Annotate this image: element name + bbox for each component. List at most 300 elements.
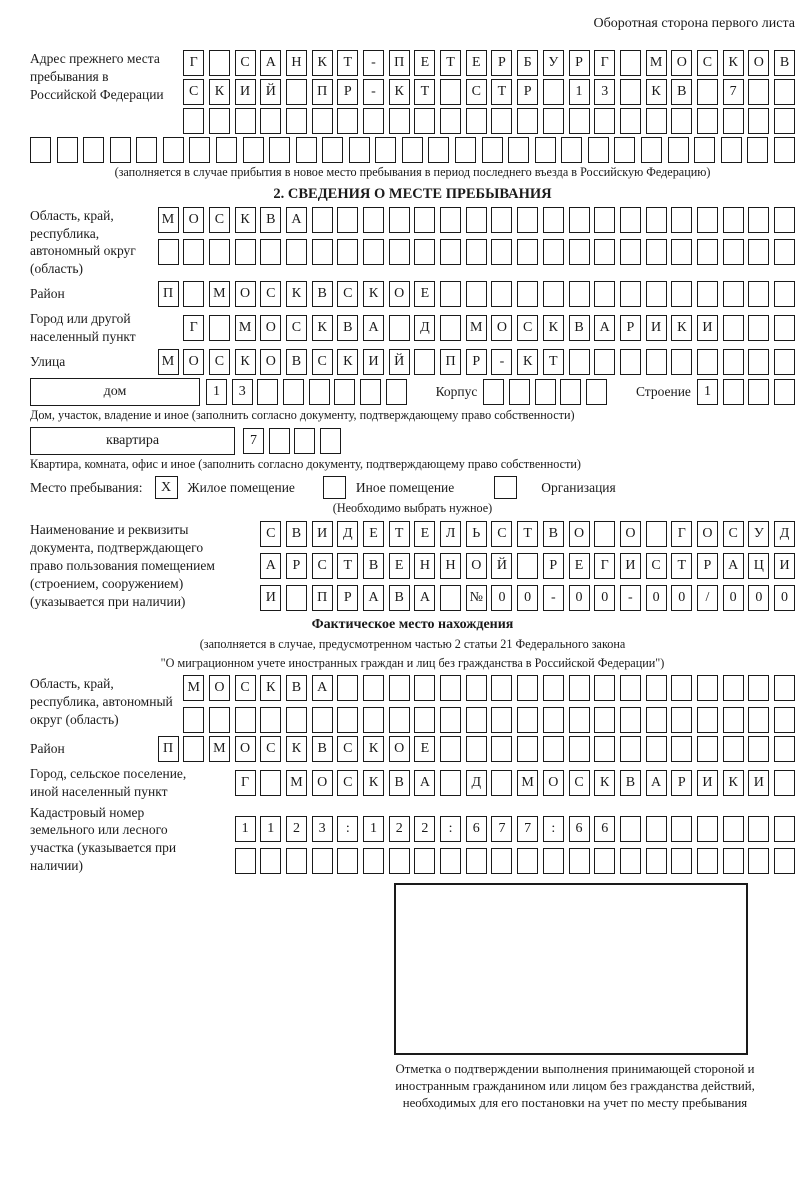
char-cell[interactable] <box>671 816 692 842</box>
char-cell[interactable] <box>620 239 641 265</box>
char-cell[interactable]: М <box>286 770 307 796</box>
char-cell[interactable] <box>243 137 264 163</box>
char-cell[interactable] <box>466 207 487 233</box>
char-cell[interactable]: В <box>389 585 410 611</box>
char-cell[interactable]: Е <box>414 736 435 762</box>
char-cell[interactable] <box>671 349 692 375</box>
char-cell[interactable]: 2 <box>389 816 410 842</box>
char-cell[interactable]: 1 <box>206 379 227 405</box>
char-cell[interactable] <box>183 108 204 134</box>
char-cell[interactable]: 0 <box>594 585 615 611</box>
char-cell[interactable] <box>594 207 615 233</box>
char-cell[interactable]: М <box>517 770 538 796</box>
char-cell[interactable] <box>349 137 370 163</box>
char-cell[interactable] <box>517 108 538 134</box>
char-cell[interactable] <box>774 281 795 307</box>
char-cell[interactable] <box>57 137 78 163</box>
char-cell[interactable] <box>569 848 590 874</box>
char-cell[interactable]: В <box>363 553 384 579</box>
char-cell[interactable]: О <box>183 349 204 375</box>
char-cell[interactable]: Т <box>389 521 410 547</box>
char-cell[interactable] <box>594 349 615 375</box>
char-cell[interactable] <box>183 239 204 265</box>
char-cell[interactable] <box>620 736 641 762</box>
char-cell[interactable] <box>455 137 476 163</box>
char-cell[interactable]: Й <box>389 349 410 375</box>
char-cell[interactable]: А <box>723 553 744 579</box>
char-cell[interactable] <box>517 736 538 762</box>
char-cell[interactable]: Е <box>389 553 410 579</box>
char-cell[interactable] <box>620 349 641 375</box>
char-cell[interactable] <box>440 239 461 265</box>
char-cell[interactable] <box>543 675 564 701</box>
char-cell[interactable] <box>569 349 590 375</box>
char-cell[interactable]: П <box>440 349 461 375</box>
char-cell[interactable] <box>723 315 744 341</box>
char-cell[interactable]: А <box>363 585 384 611</box>
char-cell[interactable] <box>517 281 538 307</box>
char-cell[interactable]: И <box>748 770 769 796</box>
char-cell[interactable] <box>594 707 615 733</box>
char-cell[interactable]: П <box>158 281 179 307</box>
char-cell[interactable]: Р <box>697 553 718 579</box>
char-cell[interactable]: С <box>337 770 358 796</box>
char-cell[interactable]: О <box>260 349 281 375</box>
char-cell[interactable]: О <box>260 315 281 341</box>
char-cell[interactable]: : <box>440 816 461 842</box>
char-cell[interactable]: 0 <box>748 585 769 611</box>
char-cell[interactable]: С <box>646 553 667 579</box>
char-cell[interactable]: К <box>363 770 384 796</box>
char-cell[interactable] <box>312 207 333 233</box>
char-cell[interactable]: К <box>337 349 358 375</box>
char-cell[interactable] <box>543 79 564 105</box>
char-cell[interactable] <box>774 675 795 701</box>
char-cell[interactable]: 1 <box>363 816 384 842</box>
char-cell[interactable]: Н <box>414 553 435 579</box>
char-cell[interactable] <box>320 428 341 454</box>
char-cell[interactable] <box>697 281 718 307</box>
stay-type-checkbox-dwelling[interactable]: X <box>155 476 178 499</box>
char-cell[interactable] <box>697 349 718 375</box>
char-cell[interactable]: С <box>209 349 230 375</box>
char-cell[interactable]: С <box>235 675 256 701</box>
char-cell[interactable]: А <box>414 585 435 611</box>
char-cell[interactable] <box>235 707 256 733</box>
char-cell[interactable] <box>543 108 564 134</box>
char-cell[interactable]: Е <box>414 281 435 307</box>
char-cell[interactable] <box>723 207 744 233</box>
char-cell[interactable] <box>375 137 396 163</box>
char-cell[interactable]: А <box>594 315 615 341</box>
char-cell[interactable]: 3 <box>232 379 253 405</box>
char-cell[interactable]: К <box>209 79 230 105</box>
char-cell[interactable] <box>363 707 384 733</box>
char-cell[interactable]: О <box>389 281 410 307</box>
char-cell[interactable] <box>646 349 667 375</box>
char-cell[interactable]: Й <box>491 553 512 579</box>
char-cell[interactable] <box>337 848 358 874</box>
char-cell[interactable]: К <box>363 736 384 762</box>
char-cell[interactable] <box>594 675 615 701</box>
char-cell[interactable]: П <box>158 736 179 762</box>
char-cell[interactable] <box>491 281 512 307</box>
char-cell[interactable] <box>440 848 461 874</box>
char-cell[interactable]: О <box>235 281 256 307</box>
char-cell[interactable] <box>337 108 358 134</box>
char-cell[interactable] <box>646 707 667 733</box>
char-cell[interactable]: Й <box>260 79 281 105</box>
char-cell[interactable]: Г <box>671 521 692 547</box>
char-cell[interactable] <box>620 707 641 733</box>
char-cell[interactable] <box>517 675 538 701</box>
char-cell[interactable]: 2 <box>414 816 435 842</box>
char-cell[interactable]: - <box>491 349 512 375</box>
char-cell[interactable]: 0 <box>569 585 590 611</box>
char-cell[interactable]: И <box>260 585 281 611</box>
char-cell[interactable]: С <box>337 281 358 307</box>
char-cell[interactable] <box>560 379 581 405</box>
char-cell[interactable] <box>748 207 769 233</box>
char-cell[interactable]: П <box>312 79 333 105</box>
char-cell[interactable]: Р <box>286 553 307 579</box>
char-cell[interactable]: К <box>235 207 256 233</box>
char-cell[interactable] <box>283 379 304 405</box>
char-cell[interactable] <box>517 553 538 579</box>
char-cell[interactable] <box>569 707 590 733</box>
char-cell[interactable]: К <box>543 315 564 341</box>
char-cell[interactable] <box>569 675 590 701</box>
char-cell[interactable] <box>671 239 692 265</box>
char-cell[interactable]: К <box>723 770 744 796</box>
char-cell[interactable] <box>594 848 615 874</box>
char-cell[interactable] <box>569 736 590 762</box>
char-cell[interactable] <box>389 239 410 265</box>
char-cell[interactable]: : <box>543 816 564 842</box>
char-cell[interactable] <box>646 207 667 233</box>
char-cell[interactable] <box>747 137 768 163</box>
char-cell[interactable]: Р <box>337 585 358 611</box>
char-cell[interactable] <box>260 239 281 265</box>
char-cell[interactable] <box>535 379 556 405</box>
char-cell[interactable]: Т <box>337 553 358 579</box>
char-cell[interactable] <box>260 848 281 874</box>
char-cell[interactable]: - <box>363 50 384 76</box>
char-cell[interactable]: 1 <box>260 816 281 842</box>
char-cell[interactable] <box>209 108 230 134</box>
char-cell[interactable] <box>774 816 795 842</box>
char-cell[interactable]: М <box>209 281 230 307</box>
char-cell[interactable]: В <box>389 770 410 796</box>
char-cell[interactable] <box>414 848 435 874</box>
char-cell[interactable] <box>183 707 204 733</box>
char-cell[interactable]: Е <box>569 553 590 579</box>
char-cell[interactable] <box>235 108 256 134</box>
char-cell[interactable] <box>535 137 556 163</box>
char-cell[interactable] <box>286 707 307 733</box>
char-cell[interactable] <box>748 349 769 375</box>
char-cell[interactable]: О <box>620 521 641 547</box>
char-cell[interactable] <box>294 428 315 454</box>
char-cell[interactable] <box>723 379 744 405</box>
char-cell[interactable]: О <box>312 770 333 796</box>
char-cell[interactable]: Е <box>363 521 384 547</box>
apartment-type-box[interactable]: квартира <box>30 427 235 455</box>
char-cell[interactable] <box>543 207 564 233</box>
char-cell[interactable] <box>594 108 615 134</box>
char-cell[interactable]: И <box>235 79 256 105</box>
char-cell[interactable]: Р <box>517 79 538 105</box>
char-cell[interactable] <box>723 239 744 265</box>
char-cell[interactable] <box>543 707 564 733</box>
char-cell[interactable] <box>671 108 692 134</box>
char-cell[interactable]: 6 <box>466 816 487 842</box>
char-cell[interactable]: 1 <box>569 79 590 105</box>
char-cell[interactable]: И <box>646 315 667 341</box>
char-cell[interactable] <box>723 675 744 701</box>
char-cell[interactable]: С <box>286 315 307 341</box>
char-cell[interactable] <box>671 207 692 233</box>
char-cell[interactable] <box>569 281 590 307</box>
char-cell[interactable] <box>309 379 330 405</box>
char-cell[interactable]: 7 <box>243 428 264 454</box>
char-cell[interactable] <box>748 108 769 134</box>
char-cell[interactable]: Ц <box>748 553 769 579</box>
char-cell[interactable]: 0 <box>517 585 538 611</box>
char-cell[interactable] <box>543 239 564 265</box>
char-cell[interactable]: В <box>671 79 692 105</box>
char-cell[interactable]: К <box>363 281 384 307</box>
char-cell[interactable] <box>269 428 290 454</box>
char-cell[interactable] <box>569 108 590 134</box>
char-cell[interactable] <box>697 207 718 233</box>
char-cell[interactable]: : <box>337 816 358 842</box>
char-cell[interactable] <box>440 736 461 762</box>
char-cell[interactable] <box>337 675 358 701</box>
char-cell[interactable] <box>209 707 230 733</box>
char-cell[interactable]: Е <box>414 50 435 76</box>
char-cell[interactable]: Р <box>466 349 487 375</box>
char-cell[interactable] <box>646 848 667 874</box>
char-cell[interactable]: В <box>286 675 307 701</box>
char-cell[interactable] <box>414 239 435 265</box>
char-cell[interactable] <box>671 707 692 733</box>
char-cell[interactable]: 3 <box>312 816 333 842</box>
char-cell[interactable] <box>614 137 635 163</box>
char-cell[interactable] <box>697 848 718 874</box>
char-cell[interactable] <box>189 137 210 163</box>
char-cell[interactable]: Д <box>414 315 435 341</box>
char-cell[interactable] <box>697 79 718 105</box>
char-cell[interactable] <box>517 707 538 733</box>
house-type-box[interactable]: дом <box>30 378 200 406</box>
char-cell[interactable]: Ь <box>466 521 487 547</box>
char-cell[interactable]: И <box>620 553 641 579</box>
char-cell[interactable] <box>620 108 641 134</box>
char-cell[interactable]: В <box>774 50 795 76</box>
char-cell[interactable]: - <box>543 585 564 611</box>
char-cell[interactable] <box>748 379 769 405</box>
char-cell[interactable] <box>110 137 131 163</box>
char-cell[interactable] <box>209 239 230 265</box>
char-cell[interactable]: С <box>697 50 718 76</box>
char-cell[interactable] <box>286 239 307 265</box>
char-cell[interactable]: О <box>209 675 230 701</box>
char-cell[interactable] <box>748 675 769 701</box>
char-cell[interactable] <box>363 239 384 265</box>
char-cell[interactable] <box>723 848 744 874</box>
char-cell[interactable]: Г <box>183 50 204 76</box>
char-cell[interactable] <box>363 675 384 701</box>
char-cell[interactable]: С <box>337 736 358 762</box>
char-cell[interactable] <box>158 239 179 265</box>
char-cell[interactable]: В <box>286 349 307 375</box>
char-cell[interactable] <box>774 848 795 874</box>
stay-type-checkbox-other-premise[interactable] <box>323 476 346 499</box>
char-cell[interactable] <box>748 281 769 307</box>
char-cell[interactable]: А <box>286 207 307 233</box>
char-cell[interactable]: - <box>363 79 384 105</box>
char-cell[interactable]: О <box>671 50 692 76</box>
char-cell[interactable] <box>697 736 718 762</box>
char-cell[interactable]: У <box>543 50 564 76</box>
char-cell[interactable]: И <box>312 521 333 547</box>
char-cell[interactable]: Г <box>594 553 615 579</box>
char-cell[interactable]: С <box>209 207 230 233</box>
char-cell[interactable] <box>774 349 795 375</box>
char-cell[interactable] <box>543 848 564 874</box>
char-cell[interactable] <box>620 675 641 701</box>
char-cell[interactable] <box>235 848 256 874</box>
char-cell[interactable] <box>466 239 487 265</box>
char-cell[interactable] <box>646 239 667 265</box>
char-cell[interactable] <box>466 707 487 733</box>
char-cell[interactable] <box>363 207 384 233</box>
char-cell[interactable] <box>440 675 461 701</box>
char-cell[interactable] <box>646 521 667 547</box>
char-cell[interactable]: 2 <box>286 816 307 842</box>
char-cell[interactable]: С <box>183 79 204 105</box>
char-cell[interactable]: М <box>209 736 230 762</box>
char-cell[interactable]: С <box>466 79 487 105</box>
char-cell[interactable] <box>748 315 769 341</box>
char-cell[interactable] <box>286 848 307 874</box>
char-cell[interactable] <box>671 848 692 874</box>
char-cell[interactable] <box>646 675 667 701</box>
char-cell[interactable]: Т <box>517 521 538 547</box>
char-cell[interactable]: 7 <box>723 79 744 105</box>
char-cell[interactable] <box>774 736 795 762</box>
char-cell[interactable]: М <box>646 50 667 76</box>
char-cell[interactable] <box>337 207 358 233</box>
char-cell[interactable]: О <box>235 736 256 762</box>
char-cell[interactable] <box>136 137 157 163</box>
char-cell[interactable] <box>774 707 795 733</box>
char-cell[interactable]: О <box>183 207 204 233</box>
char-cell[interactable]: В <box>543 521 564 547</box>
char-cell[interactable]: С <box>491 521 512 547</box>
char-cell[interactable] <box>668 137 689 163</box>
char-cell[interactable] <box>671 281 692 307</box>
char-cell[interactable] <box>508 137 529 163</box>
char-cell[interactable] <box>594 281 615 307</box>
char-cell[interactable] <box>440 281 461 307</box>
char-cell[interactable] <box>723 707 744 733</box>
char-cell[interactable]: И <box>697 770 718 796</box>
char-cell[interactable]: 6 <box>594 816 615 842</box>
char-cell[interactable]: К <box>235 349 256 375</box>
char-cell[interactable]: № <box>466 585 487 611</box>
char-cell[interactable]: В <box>569 315 590 341</box>
char-cell[interactable] <box>363 848 384 874</box>
char-cell[interactable] <box>748 707 769 733</box>
char-cell[interactable] <box>721 137 742 163</box>
char-cell[interactable]: 1 <box>235 816 256 842</box>
char-cell[interactable]: Т <box>440 50 461 76</box>
char-cell[interactable]: К <box>312 50 333 76</box>
char-cell[interactable]: К <box>594 770 615 796</box>
char-cell[interactable] <box>286 108 307 134</box>
char-cell[interactable] <box>723 349 744 375</box>
char-cell[interactable]: Д <box>337 521 358 547</box>
char-cell[interactable]: С <box>312 553 333 579</box>
char-cell[interactable] <box>337 239 358 265</box>
char-cell[interactable] <box>260 770 281 796</box>
char-cell[interactable]: М <box>466 315 487 341</box>
char-cell[interactable]: М <box>158 349 179 375</box>
char-cell[interactable]: Т <box>671 553 692 579</box>
char-cell[interactable] <box>389 207 410 233</box>
char-cell[interactable]: 0 <box>646 585 667 611</box>
char-cell[interactable] <box>312 848 333 874</box>
char-cell[interactable] <box>586 379 607 405</box>
char-cell[interactable]: О <box>389 736 410 762</box>
char-cell[interactable]: К <box>286 736 307 762</box>
char-cell[interactable]: В <box>620 770 641 796</box>
char-cell[interactable]: В <box>337 315 358 341</box>
char-cell[interactable]: О <box>697 521 718 547</box>
char-cell[interactable] <box>440 108 461 134</box>
char-cell[interactable]: Д <box>466 770 487 796</box>
char-cell[interactable]: М <box>235 315 256 341</box>
char-cell[interactable] <box>334 379 355 405</box>
char-cell[interactable] <box>440 79 461 105</box>
char-cell[interactable] <box>389 315 410 341</box>
char-cell[interactable] <box>561 137 582 163</box>
char-cell[interactable] <box>697 707 718 733</box>
char-cell[interactable]: М <box>158 207 179 233</box>
char-cell[interactable] <box>646 736 667 762</box>
char-cell[interactable] <box>414 349 435 375</box>
char-cell[interactable] <box>620 50 641 76</box>
char-cell[interactable] <box>440 585 461 611</box>
char-cell[interactable] <box>286 585 307 611</box>
char-cell[interactable] <box>235 239 256 265</box>
char-cell[interactable] <box>312 707 333 733</box>
char-cell[interactable] <box>723 816 744 842</box>
char-cell[interactable] <box>389 707 410 733</box>
char-cell[interactable]: А <box>363 315 384 341</box>
char-cell[interactable] <box>517 207 538 233</box>
char-cell[interactable]: 3 <box>594 79 615 105</box>
char-cell[interactable] <box>774 79 795 105</box>
char-cell[interactable]: К <box>723 50 744 76</box>
char-cell[interactable] <box>491 239 512 265</box>
char-cell[interactable] <box>774 207 795 233</box>
char-cell[interactable]: Р <box>671 770 692 796</box>
char-cell[interactable] <box>322 137 343 163</box>
char-cell[interactable] <box>363 108 384 134</box>
